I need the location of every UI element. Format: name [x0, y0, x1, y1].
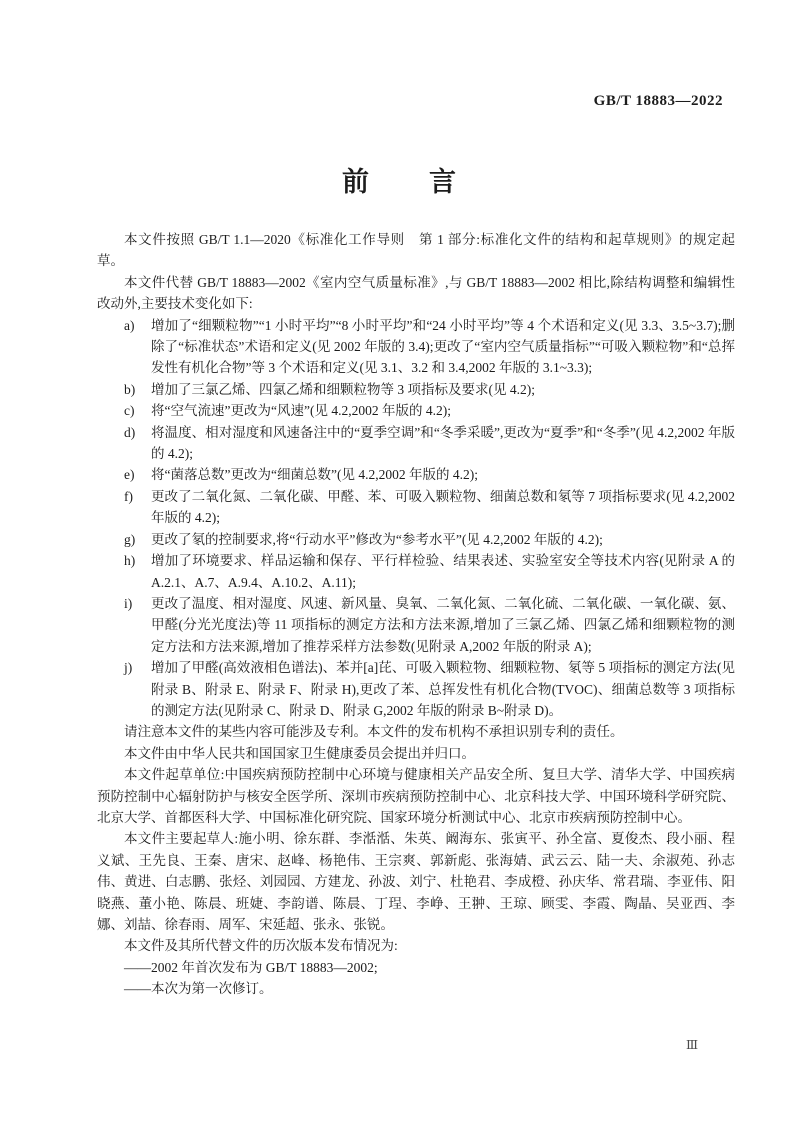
change-item-a	[97, 315, 735, 379]
changes-list	[97, 315, 735, 722]
change-item-label: i)	[124, 595, 133, 611]
change-item-d	[97, 422, 735, 465]
change-item-label: h)	[124, 553, 136, 569]
change-item-text: 增加了环境要求、样品运输和保存、平行样检验、结果表述、实验室安全等技术内容(见附录 A 的 A.2.1、A.7、A.9.4、A.10.2、A.11);	[151, 553, 735, 590]
change-item-text: 将温度、相对湿度和风速备注中的“夏季空调”和“冬季采暖”,更改为“夏季”和“冬季”(见 4.2,2002 年版的 4.2);	[151, 424, 735, 462]
standard-number: GB/T 18883—2022	[593, 93, 723, 109]
change-item-text: 将“空气流速”更改为“风速”(见 4.2,2002 年版的 4.2);	[151, 403, 451, 419]
page-number: Ⅲ	[686, 1038, 700, 1052]
change-item-label: e)	[124, 467, 135, 483]
change-item-text: 增加了甲醛(高效液相色谱法)、苯并[a]芘、可吸入颗粒物、细颗粒物、氡等 5 项指标的测定方法(见附录 B、附录 E、附录 F、附录 H),更改了苯、总挥发性有机化合物(TVOC)、细菌总数等 3 项指标的测定方法(见附录 C、附录 D、附录 G,2002 年版的附录 B~附录 D)。	[151, 660, 735, 718]
history-entry-2002: ——2002 年首次发布为 GB/T 18883—2002;	[124, 959, 378, 975]
change-item-i	[97, 593, 735, 657]
document-body	[97, 229, 735, 1000]
paragraph-drafters: 本文件主要起草人:施小明、徐东群、李湉湉、朱英、阚海东、张寅平、孙全富、夏俊杰、段小丽、程义斌、王先良、王秦、唐宋、赵峰、杨艳伟、王宗爽、郭新彪、张海婧、武云云、陆一夫、余淑苑、孙志伟、黄进、白志鹏、张烃、刘园园、方建龙、孙波、刘宁、杜艳君、李成橙、孙庆华、常君瑞、李亚伟、阳晓燕、董小艳、陈晨、班婕、李韵谱、陈晨、丁珵、李峥、王翀、王琼、顾雯、李霞、陶晶、吴亚西、李娜、刘喆、徐春雨、周军、宋延超、张永、张锐。	[97, 831, 735, 932]
change-item-label: j)	[124, 660, 133, 676]
change-item-c	[97, 400, 735, 421]
change-item-text: 增加了“细颗粒物”“1 小时平均”“8 小时平均”和“24 小时平均”等 4 个术语和定义(见 3.3、3.5~3.7);删除了“标准状态”术语和定义(见 2002 年版的 3.4);更改了“室内空气质量指标”“可吸入颗粒物”和“总挥发性有机化合物”等 3 个术语和定义(见 3.1、3.2 和 3.4,2002 年版的 3.1~3.3);	[151, 317, 735, 376]
change-item-label: d)	[124, 424, 136, 440]
paragraph-drafting-units: 本文件起草单位:中国疾病预防控制中心环境与健康相关产品安全所、复旦大学、清华大学、中国疾病预防控制中心辐射防护与核安全医学所、深圳市疾病预防控制中心、北京科技大学、中国环境科学研究院、北京大学、首都医科大学、中国标准化研究院、国家环境分析测试中心、北京市疾病预防控制中心。	[97, 767, 735, 825]
change-item-g	[97, 529, 735, 550]
history-entry-revision: ——本次为第一次修订。	[124, 981, 273, 997]
change-item-label: f)	[124, 488, 133, 504]
page-title: 前 言	[342, 167, 458, 197]
change-item-text: 更改了二氧化氮、二氧化碳、甲醛、苯、可吸入颗粒物、细菌总数和氡等 7 项指标要求(见 4.2,2002 年版的 4.2);	[151, 488, 735, 526]
paragraph-replacement: 本文件代替 GB/T 18883—2002《室内空气质量标准》,与 GB/T 18883—2002 相比,除结构调整和编辑性改动外,主要技术变化如下:	[97, 274, 735, 312]
change-item-j	[97, 657, 735, 721]
paragraph-issuer: 本文件由中华人民共和国国家卫生健康委员会提出并归口。	[124, 745, 475, 761]
change-item-f	[97, 486, 735, 529]
change-item-label: g)	[124, 531, 136, 547]
change-item-label: c)	[124, 403, 135, 419]
change-item-b	[97, 379, 735, 400]
change-item-e	[97, 464, 735, 485]
paragraph-basis: 本文件按照 GB/T 1.1—2020《标准化工作导则 第 1 部分:标准化文件的结构和起草规则》的规定起草。	[97, 232, 735, 269]
change-item-label: a)	[124, 317, 135, 333]
change-item-text: 将“菌落总数”更改为“细菌总数”(见 4.2,2002 年版的 4.2);	[151, 467, 478, 483]
change-item-text: 更改了氡的控制要求,将“行动水平”修改为“参考水平”(见 4.2,2002 年版的 4.2);	[151, 531, 603, 547]
change-item-label: b)	[124, 381, 136, 397]
change-item-h	[97, 550, 735, 593]
paragraph-patent-note: 请注意本文件的某些内容可能涉及专利。本文件的发布机构不承担识别专利的责任。	[124, 724, 624, 740]
paragraph-history-intro: 本文件及其所代替文件的历次版本发布情况为:	[124, 938, 398, 954]
change-item-text: 增加了三氯乙烯、四氯乙烯和细颗粒物等 3 项指标及要求(见 4.2);	[151, 381, 535, 397]
change-item-text: 更改了温度、相对湿度、风速、新风量、臭氧、二氧化氮、二氧化硫、二氧化碳、一氧化碳、氨、甲醛(分光光度法)等 11 项指标的测定方法和方法来源,增加了三氯乙烯、四氯乙烯和细颗粒物的测定方法和方法来源,增加了推荐采样方法参数(见附录 A,2002 年版的附录 A);	[151, 595, 735, 654]
